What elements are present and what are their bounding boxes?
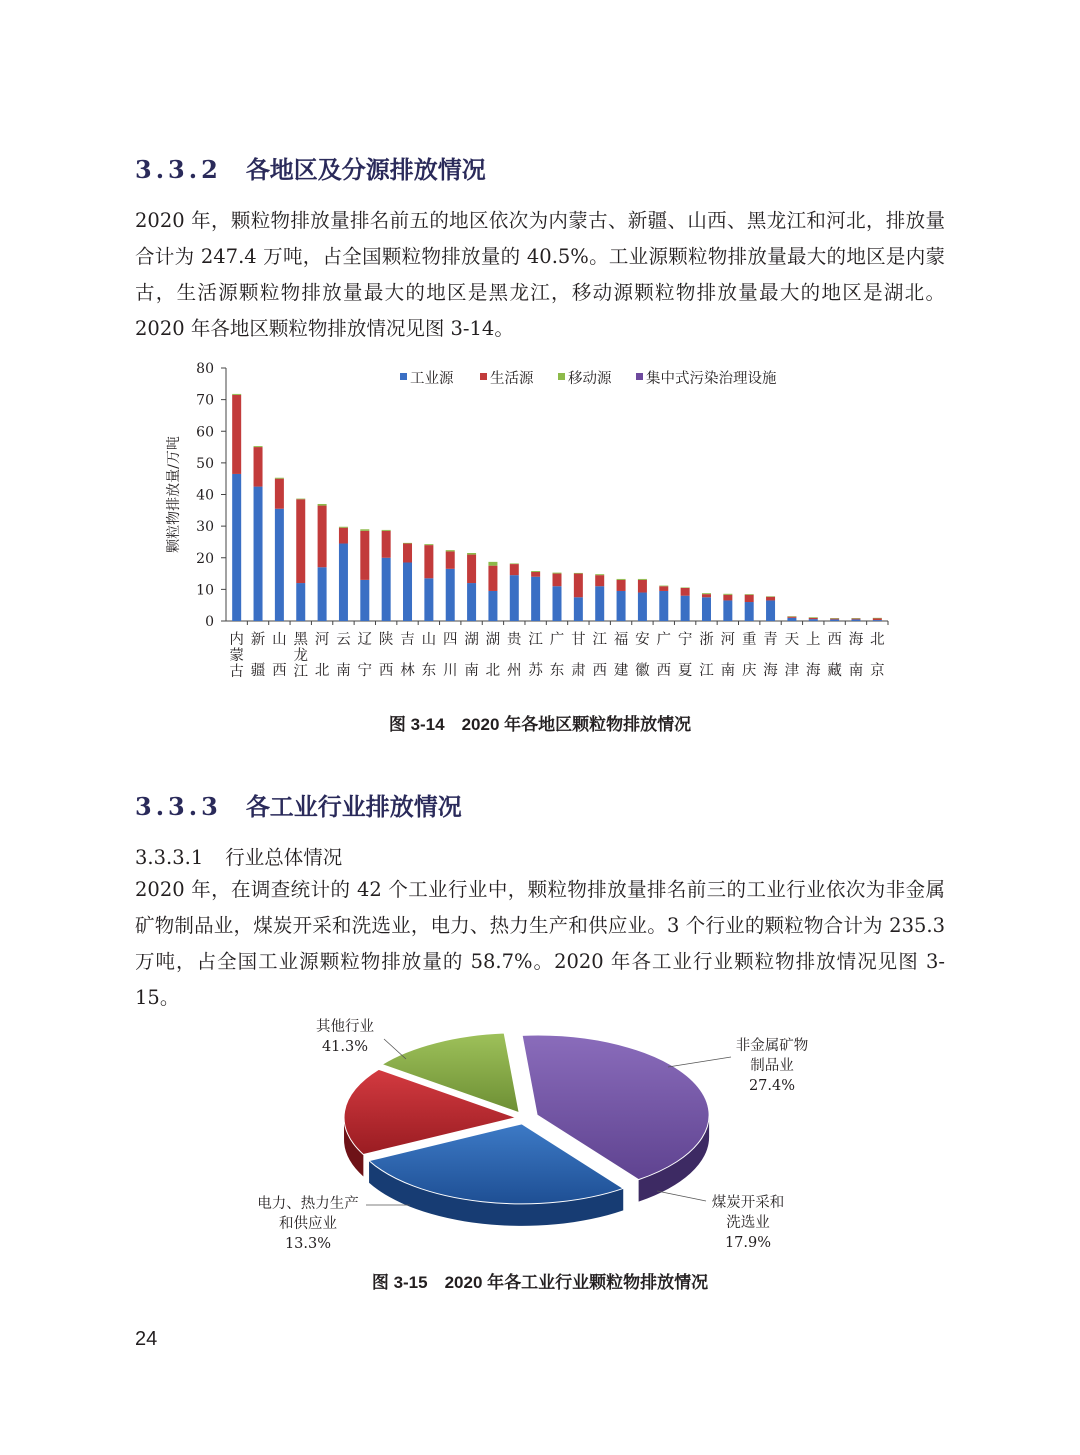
x-tick-label — [657, 631, 672, 679]
bar-segment — [382, 558, 391, 621]
pie-percent-label: 41.3% — [321, 1039, 369, 1055]
x-tick-label — [571, 631, 586, 679]
x-tick-label — [614, 631, 629, 679]
pie-percent-label: 13.3% — [284, 1236, 332, 1252]
y-tick-label: 70 — [196, 392, 214, 409]
pie-label — [257, 1194, 410, 1252]
subsection-heading — [135, 842, 342, 870]
x-tick-label — [763, 631, 778, 679]
bar-segment — [446, 569, 455, 621]
bar-segment — [296, 499, 305, 583]
x-tick-label — [849, 631, 864, 679]
bar-segment — [339, 544, 348, 621]
bar-segment — [553, 586, 562, 621]
x-tick-label — [699, 631, 714, 679]
legend-label: 生活源 — [490, 371, 534, 387]
bar-segment — [318, 506, 327, 568]
legend-swatch — [480, 373, 487, 380]
x-tick-char: 江 — [699, 663, 714, 679]
x-tick-char: 河 — [314, 632, 330, 648]
pie-leader-line — [384, 1039, 406, 1059]
x-tick-label — [721, 631, 736, 679]
section-number: 3.3.3 — [135, 792, 222, 821]
bar-segment — [702, 594, 711, 597]
x-tick-char: 海 — [848, 632, 864, 648]
figure-caption-3-15: 图 3-15 2020 年各工业行业颗粒物排放情况 — [371, 1273, 709, 1292]
bar-segment — [809, 617, 818, 618]
bar-segment — [360, 529, 369, 531]
bar-segment — [467, 583, 476, 621]
bar-segment — [360, 531, 369, 580]
page-number: 24 — [135, 1328, 158, 1350]
bar-segment — [531, 572, 540, 577]
x-tick-char: 重 — [741, 632, 757, 648]
y-tick-label: 40 — [196, 487, 214, 504]
bar-segment — [787, 617, 796, 618]
bar-segment — [296, 583, 305, 621]
x-tick-char: 福 — [613, 632, 629, 648]
x-tick-char: 辽 — [357, 632, 373, 648]
bar-segment — [787, 616, 796, 617]
x-tick-char: 北 — [314, 663, 330, 679]
x-tick-label — [742, 631, 757, 679]
x-tick-char: 肃 — [571, 663, 586, 679]
bar-segment — [830, 619, 839, 621]
x-tick-char: 海 — [806, 663, 821, 679]
x-tick-label — [550, 631, 565, 679]
x-tick-char: 龙 — [293, 648, 308, 664]
x-tick-char: 安 — [635, 632, 650, 648]
x-tick-char: 南 — [464, 663, 479, 679]
legend-item — [400, 370, 454, 387]
pie-leader-line — [668, 1057, 731, 1067]
x-tick-char: 京 — [870, 663, 885, 679]
x-tick-char: 山 — [421, 632, 437, 648]
bar-segment — [403, 544, 412, 563]
bar-segment — [638, 580, 647, 593]
bar-segment — [553, 574, 562, 587]
x-tick-char: 西 — [656, 663, 672, 679]
y-axis-label: 颗粒物排放量/万吨 — [166, 436, 182, 553]
bar-segment — [809, 619, 818, 621]
x-tick-char: 黑 — [293, 632, 308, 648]
x-tick-char: 上 — [806, 632, 821, 648]
bar-segment — [830, 618, 839, 619]
bar-segment — [424, 578, 433, 621]
bar-segment — [446, 550, 455, 551]
x-tick-char: 南 — [336, 663, 351, 679]
x-tick-label — [678, 631, 693, 679]
bar-segment — [574, 597, 583, 621]
pie-label-text: 电力、热力生产 — [257, 1196, 359, 1212]
bar-segment — [424, 545, 433, 578]
bar-segment — [766, 596, 775, 597]
bar-segment — [723, 594, 732, 595]
x-tick-label — [507, 630, 523, 679]
x-tick-char: 河 — [720, 632, 736, 648]
bar-segment — [382, 531, 391, 558]
figure-caption-3-14: 图 3-14 2020 年各地区颗粒物排放情况 — [388, 715, 692, 734]
x-tick-char: 徽 — [635, 663, 650, 679]
legend-item — [558, 370, 612, 387]
legend-item — [480, 370, 534, 387]
x-tick-char: 西 — [827, 632, 842, 648]
x-tick-label — [486, 631, 501, 679]
legend-label: 移动源 — [568, 371, 612, 387]
x-tick-char: 江 — [592, 632, 607, 648]
bar-segment — [702, 597, 711, 621]
x-tick-char: 西 — [272, 663, 287, 679]
x-tick-label — [635, 631, 650, 679]
bar-segment — [424, 544, 433, 545]
bar-segment — [510, 575, 519, 621]
x-tick-char: 湖 — [464, 632, 479, 648]
bar-segment — [318, 504, 327, 506]
bar-segment — [382, 530, 391, 531]
bar-segment — [232, 474, 241, 621]
bar-segment — [851, 619, 860, 621]
pie-percent-label: 17.9% — [724, 1235, 772, 1251]
x-tick-char: 青 — [763, 632, 778, 648]
bar-segment — [275, 479, 284, 509]
y-tick-label: 10 — [196, 582, 214, 599]
pie-label-text: 非金属矿物 — [735, 1038, 809, 1054]
x-tick-char: 云 — [336, 632, 351, 648]
x-tick-char: 津 — [784, 663, 800, 679]
pie-label — [657, 1191, 784, 1251]
x-tick-char: 广 — [549, 632, 565, 648]
bar-segment — [510, 563, 519, 564]
bar-segment — [681, 587, 690, 588]
x-tick-char: 吉 — [400, 632, 415, 648]
bar-segment — [275, 509, 284, 621]
bar-segment — [488, 591, 497, 621]
bar-segment — [873, 620, 882, 621]
x-tick-label — [293, 631, 308, 680]
section-number: 3.3.2 — [135, 155, 222, 184]
x-tick-char: 新 — [250, 632, 266, 648]
x-tick-label — [592, 631, 607, 679]
x-tick-label — [336, 631, 351, 679]
bar-segment — [787, 618, 796, 621]
bar-segment — [318, 567, 327, 621]
x-tick-char: 宁 — [357, 663, 373, 679]
x-tick-label — [827, 631, 842, 679]
bar-segment — [467, 555, 476, 583]
x-tick-char: 贵 — [507, 632, 522, 648]
stacked-bar-chart — [0, 355, 1080, 685]
x-tick-char: 川 — [442, 663, 458, 679]
bar-segment — [254, 487, 263, 621]
pie-label-text: 洗选业 — [726, 1215, 770, 1231]
bar-segment — [745, 595, 754, 602]
bar-segment — [553, 573, 562, 574]
pie-chart — [0, 1015, 1080, 1260]
pie-label-text: 和供应业 — [279, 1216, 337, 1232]
bar-segment — [488, 566, 497, 591]
bar-segment — [809, 618, 818, 619]
bar-segment — [339, 527, 348, 528]
bar-segment — [275, 478, 284, 479]
bar-segment — [851, 618, 860, 619]
pie-label-text: 煤炭开采和 — [711, 1195, 785, 1211]
bar-segment — [659, 586, 668, 591]
y-tick-label: 50 — [196, 455, 214, 472]
bar-segment — [339, 528, 348, 544]
pie-leader-line — [657, 1191, 706, 1201]
bar-segment — [488, 562, 497, 566]
bar-segment — [467, 553, 476, 555]
x-tick-char: 东 — [421, 663, 437, 679]
x-tick-char: 江 — [293, 664, 308, 680]
subsection-title: 行业总体情况 — [225, 846, 343, 869]
section-paragraph: 2020 年，颗粒物排放量排名前五的地区依次为内蒙古、新疆、山西、黑龙江和河北，排放量合计为 247.4 万吨，占全国颗粒物排放量的 40.5%。工业源颗粒物排放量最大的地区是内蒙古，生活源颗粒物排放量最大的地区是黑龙江，移动源颗粒物排放量最大的地区是湖北。2020 年各地区颗粒物排放情况见图 3-14。 — [135, 209, 945, 340]
x-tick-char: 浙 — [699, 632, 714, 648]
x-tick-label — [272, 631, 287, 679]
bar-segment — [595, 574, 604, 575]
x-tick-label — [422, 631, 437, 679]
bar-segment — [254, 446, 263, 447]
legend-label: 工业源 — [410, 371, 454, 387]
y-tick-label: 30 — [196, 519, 214, 536]
bar-segment — [702, 593, 711, 594]
section-paragraph: 2020 年，在调查统计的 42 个工业行业中，颗粒物排放量排名前三的工业行业依次为非金属矿物制品业，煤炭开采和洗选业，电力、热力生产和供应业。3 个行业的颗粒物合计为 235.3 万吨，占全国工业源颗粒物排放量的 58.7%。2020 年各工业行业颗粒物排放情况见图 3-15。 — [135, 878, 945, 1009]
bar-segment — [360, 580, 369, 621]
x-tick-char: 藏 — [827, 663, 842, 679]
bar-segment — [638, 579, 647, 580]
x-tick-char: 北 — [870, 632, 885, 648]
bar-segment — [531, 571, 540, 572]
bar-segment — [232, 394, 241, 395]
x-tick-char: 甘 — [571, 632, 586, 648]
legend-item — [636, 369, 777, 387]
bar-segment — [873, 618, 882, 619]
x-tick-char: 湖 — [485, 632, 501, 648]
x-tick-label — [229, 631, 244, 680]
x-tick-char: 庆 — [741, 663, 757, 679]
bar-segment — [766, 600, 775, 621]
bar-segment — [232, 395, 241, 474]
bar-segment — [659, 591, 668, 621]
x-tick-label — [379, 630, 394, 679]
x-tick-char: 山 — [272, 632, 287, 648]
x-tick-char: 北 — [485, 663, 501, 679]
bar-segment — [873, 618, 882, 620]
bar-segment — [531, 577, 540, 621]
bar-segment — [254, 447, 263, 487]
x-tick-char: 西 — [592, 663, 607, 679]
section-heading-3-3-2 — [135, 150, 486, 185]
x-tick-char: 天 — [784, 632, 800, 648]
x-tick-char: 夏 — [677, 663, 693, 679]
x-tick-char: 南 — [848, 663, 864, 679]
bar-segment — [296, 499, 305, 500]
x-tick-char: 疆 — [250, 663, 266, 679]
x-tick-label — [785, 631, 800, 679]
bar-segment — [766, 597, 775, 601]
x-tick-label — [400, 631, 415, 679]
bar-segment — [403, 543, 412, 544]
x-tick-char: 东 — [549, 663, 565, 679]
x-tick-char: 内 — [229, 632, 244, 648]
legend-label: 集中式污染治理设施 — [646, 371, 777, 387]
x-tick-char: 宁 — [677, 632, 693, 648]
legend-swatch — [400, 373, 407, 380]
bar-segment — [723, 595, 732, 601]
x-tick-char: 苏 — [528, 663, 543, 679]
bar-segment — [574, 574, 583, 598]
bar-segment — [659, 586, 668, 587]
x-tick-char: 江 — [528, 632, 543, 648]
bar-segment — [617, 591, 626, 621]
subsection-number: 3.3.3.1 — [135, 846, 204, 869]
bar-segment — [638, 593, 647, 621]
x-tick-label — [464, 631, 479, 679]
x-tick-label — [528, 631, 543, 679]
section-title: 各工业行业排放情况 — [245, 792, 462, 821]
y-tick-label: 0 — [205, 614, 214, 630]
bar-segment — [403, 562, 412, 621]
y-tick-label: 20 — [196, 550, 214, 567]
x-tick-label — [358, 631, 373, 679]
bar-segment — [723, 600, 732, 621]
x-tick-char: 州 — [507, 663, 522, 679]
bar-segment — [617, 579, 626, 580]
bar-segment — [745, 602, 754, 621]
x-tick-char: 南 — [720, 663, 736, 679]
y-tick-label: 60 — [196, 424, 214, 441]
bar-segment — [574, 573, 583, 574]
x-tick-label — [870, 631, 885, 679]
x-tick-char: 广 — [656, 632, 672, 648]
bar-segment — [595, 586, 604, 621]
pie-label-text: 制品业 — [750, 1058, 794, 1074]
legend-swatch — [636, 373, 643, 380]
x-tick-label — [443, 631, 458, 679]
x-tick-label — [315, 631, 330, 679]
x-tick-char: 蒙 — [229, 648, 244, 664]
legend-swatch — [558, 373, 565, 380]
pie-label-text: 其他行业 — [316, 1019, 374, 1035]
x-tick-label — [806, 631, 821, 679]
section-title: 各地区及分源排放情况 — [245, 155, 486, 184]
bar-segment — [681, 588, 690, 596]
bar-segment — [595, 575, 604, 586]
x-tick-char: 海 — [763, 663, 778, 679]
pie-percent-label: 27.4% — [748, 1078, 796, 1094]
x-tick-char: 四 — [442, 632, 458, 648]
bar-segment — [617, 580, 626, 591]
x-tick-char: 建 — [613, 663, 629, 679]
y-tick-label: 80 — [196, 361, 214, 377]
x-tick-char: 古 — [229, 664, 244, 680]
bar-segment — [681, 596, 690, 621]
bar-segment — [510, 564, 519, 575]
pie-label — [316, 1018, 406, 1059]
x-tick-char: 陕 — [378, 632, 394, 648]
bar-segment — [446, 551, 455, 568]
bar-segment — [745, 594, 754, 595]
x-tick-char: 西 — [378, 663, 394, 679]
x-tick-char: 林 — [400, 663, 415, 679]
x-tick-label — [251, 631, 266, 679]
section-heading-3-3-3 — [135, 787, 462, 822]
